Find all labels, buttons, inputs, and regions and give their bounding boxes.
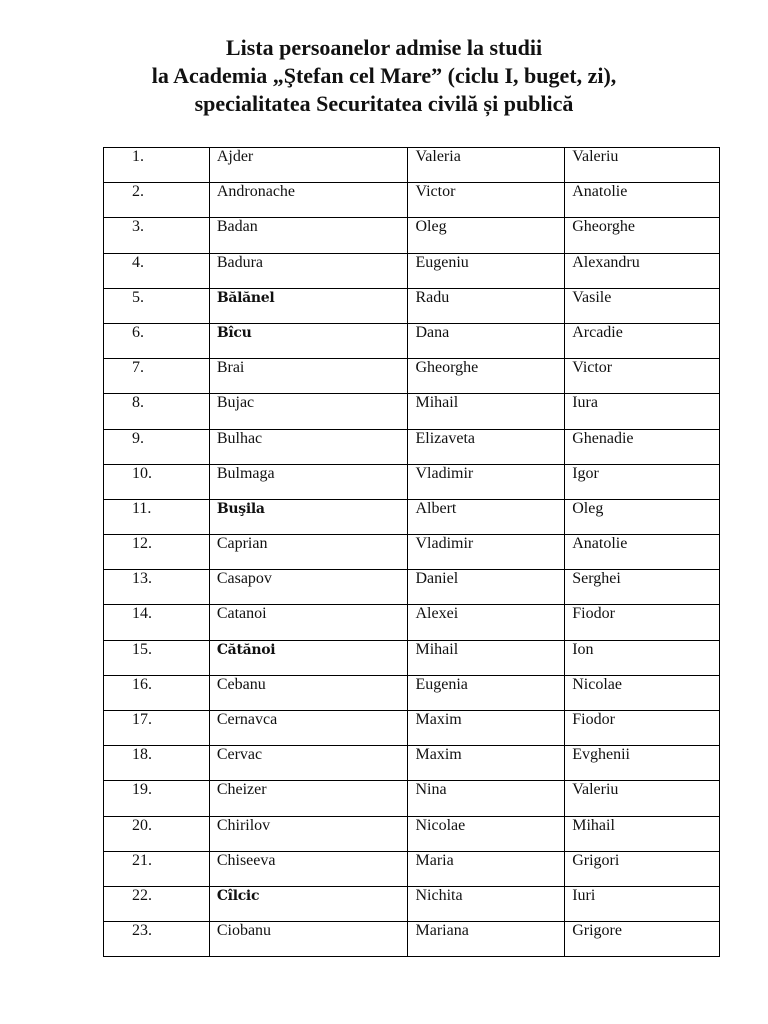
last-name-cell: Chiseeva <box>209 851 408 886</box>
row-number-cell: 5. <box>104 288 210 323</box>
table-row <box>104 605 720 640</box>
last-name-cell: Bîcu <box>209 323 408 358</box>
row-number-cell: 8. <box>104 394 210 429</box>
row-number-cell: 7. <box>104 359 210 394</box>
last-name-cell: Catanoi <box>209 605 408 640</box>
last-name-cell: Andronache <box>209 183 408 218</box>
first-name-cell: Mariana <box>408 922 565 957</box>
first-name-cell: Dana <box>408 323 565 358</box>
first-name-cell: Maxim <box>408 711 565 746</box>
row-number-cell: 10. <box>104 464 210 499</box>
title-line-2: la Academia „Ştefan cel Mare” (ciclu I, buget, zi), <box>151 63 617 88</box>
first-name-cell: Mihail <box>408 640 565 675</box>
last-name-cell: Badan <box>209 218 408 253</box>
row-number-cell: 20. <box>104 816 210 851</box>
table-row <box>104 394 720 429</box>
patronymic-cell: Ghenadie <box>565 429 720 464</box>
table-row <box>104 640 720 675</box>
row-number-cell: 2. <box>104 183 210 218</box>
row-number-cell: 3. <box>104 218 210 253</box>
patronymic-cell: Gheorghe <box>565 218 720 253</box>
patronymic-cell: Valeriu <box>565 781 720 816</box>
table-row <box>104 922 720 957</box>
last-name-cell: Cîlcic <box>209 886 408 921</box>
row-number-cell: 22. <box>104 886 210 921</box>
first-name-cell: Maxim <box>408 746 565 781</box>
first-name-cell: Oleg <box>408 218 565 253</box>
first-name-cell: Eugeniu <box>408 253 565 288</box>
table-row <box>104 183 720 218</box>
row-number-cell: 12. <box>104 535 210 570</box>
last-name-cell: Bulhac <box>209 429 408 464</box>
row-number-cell: 15. <box>104 640 210 675</box>
last-name-cell: Cătănoi <box>209 640 408 675</box>
row-number-cell: 13. <box>104 570 210 605</box>
patronymic-cell: Fiodor <box>565 711 720 746</box>
first-name-cell: Albert <box>408 499 565 534</box>
last-name-cell: Casapov <box>209 570 408 605</box>
row-number-cell: 17. <box>104 711 210 746</box>
first-name-cell: Radu <box>408 288 565 323</box>
patronymic-cell: Vasile <box>565 288 720 323</box>
table-row <box>104 499 720 534</box>
table-row <box>104 816 720 851</box>
patronymic-cell: Fiodor <box>565 605 720 640</box>
last-name-cell: Cernavca <box>209 711 408 746</box>
row-number-cell: 14. <box>104 605 210 640</box>
patronymic-cell: Anatolie <box>565 183 720 218</box>
first-name-cell: Eugenia <box>408 675 565 710</box>
last-name-cell: Bulmaga <box>209 464 408 499</box>
table-body <box>104 148 720 957</box>
last-name-cell: Bujac <box>209 394 408 429</box>
table-row <box>104 148 720 183</box>
last-name-cell: Cheizer <box>209 781 408 816</box>
row-number-cell: 18. <box>104 746 210 781</box>
row-number-cell: 9. <box>104 429 210 464</box>
patronymic-cell: Oleg <box>565 499 720 534</box>
last-name-cell: Cebanu <box>209 675 408 710</box>
row-number-cell: 21. <box>104 851 210 886</box>
first-name-cell: Elizaveta <box>408 429 565 464</box>
first-name-cell: Alexei <box>408 605 565 640</box>
patronymic-cell: Grigori <box>565 851 720 886</box>
table-row <box>104 323 720 358</box>
patronymic-cell: Victor <box>565 359 720 394</box>
patronymic-cell: Serghei <box>565 570 720 605</box>
row-number-cell: 19. <box>104 781 210 816</box>
row-number-cell: 6. <box>104 323 210 358</box>
table-row <box>104 746 720 781</box>
first-name-cell: Nichita <box>408 886 565 921</box>
first-name-cell: Valeria <box>408 148 565 183</box>
table-row <box>104 359 720 394</box>
last-name-cell: Badura <box>209 253 408 288</box>
table-row <box>104 675 720 710</box>
patronymic-cell: Mihail <box>565 816 720 851</box>
table-row <box>104 253 720 288</box>
table-row <box>104 886 720 921</box>
table-row <box>104 535 720 570</box>
patronymic-cell: Arcadie <box>565 323 720 358</box>
last-name-cell: Ciobanu <box>209 922 408 957</box>
row-number-cell: 1. <box>104 148 210 183</box>
patronymic-cell: Iura <box>565 394 720 429</box>
row-number-cell: 23. <box>104 922 210 957</box>
first-name-cell: Mihail <box>408 394 565 429</box>
table-row <box>104 781 720 816</box>
patronymic-cell: Evghenii <box>565 746 720 781</box>
patronymic-cell: Ion <box>565 640 720 675</box>
admitted-students-table <box>103 147 720 957</box>
first-name-cell: Victor <box>408 183 565 218</box>
patronymic-cell: Alexandru <box>565 253 720 288</box>
last-name-cell: Bălănel <box>209 288 408 323</box>
table-row <box>104 711 720 746</box>
patronymic-cell: Igor <box>565 464 720 499</box>
patronymic-cell: Grigore <box>565 922 720 957</box>
patronymic-cell: Nicolae <box>565 675 720 710</box>
title-line-3: specialitatea Securitatea civilă și publică <box>194 91 574 116</box>
first-name-cell: Vladimir <box>408 464 565 499</box>
row-number-cell: 11. <box>104 499 210 534</box>
first-name-cell: Nicolae <box>408 816 565 851</box>
patronymic-cell: Valeriu <box>565 148 720 183</box>
last-name-cell: Buşila <box>209 499 408 534</box>
title-line-1: Lista persoanelor admise la studii <box>225 35 543 60</box>
table-row <box>104 851 720 886</box>
last-name-cell: Caprian <box>209 535 408 570</box>
first-name-cell: Vladimir <box>408 535 565 570</box>
patronymic-cell: Iuri <box>565 886 720 921</box>
row-number-cell: 16. <box>104 675 210 710</box>
table-row <box>104 570 720 605</box>
last-name-cell: Cervac <box>209 746 408 781</box>
table-row <box>104 429 720 464</box>
last-name-cell: Ajder <box>209 148 408 183</box>
document-title <box>0 34 768 118</box>
last-name-cell: Brai <box>209 359 408 394</box>
table-row <box>104 218 720 253</box>
first-name-cell: Maria <box>408 851 565 886</box>
patronymic-cell: Anatolie <box>565 535 720 570</box>
table-row <box>104 464 720 499</box>
first-name-cell: Daniel <box>408 570 565 605</box>
first-name-cell: Nina <box>408 781 565 816</box>
table-row <box>104 288 720 323</box>
row-number-cell: 4. <box>104 253 210 288</box>
last-name-cell: Chirilov <box>209 816 408 851</box>
first-name-cell: Gheorghe <box>408 359 565 394</box>
